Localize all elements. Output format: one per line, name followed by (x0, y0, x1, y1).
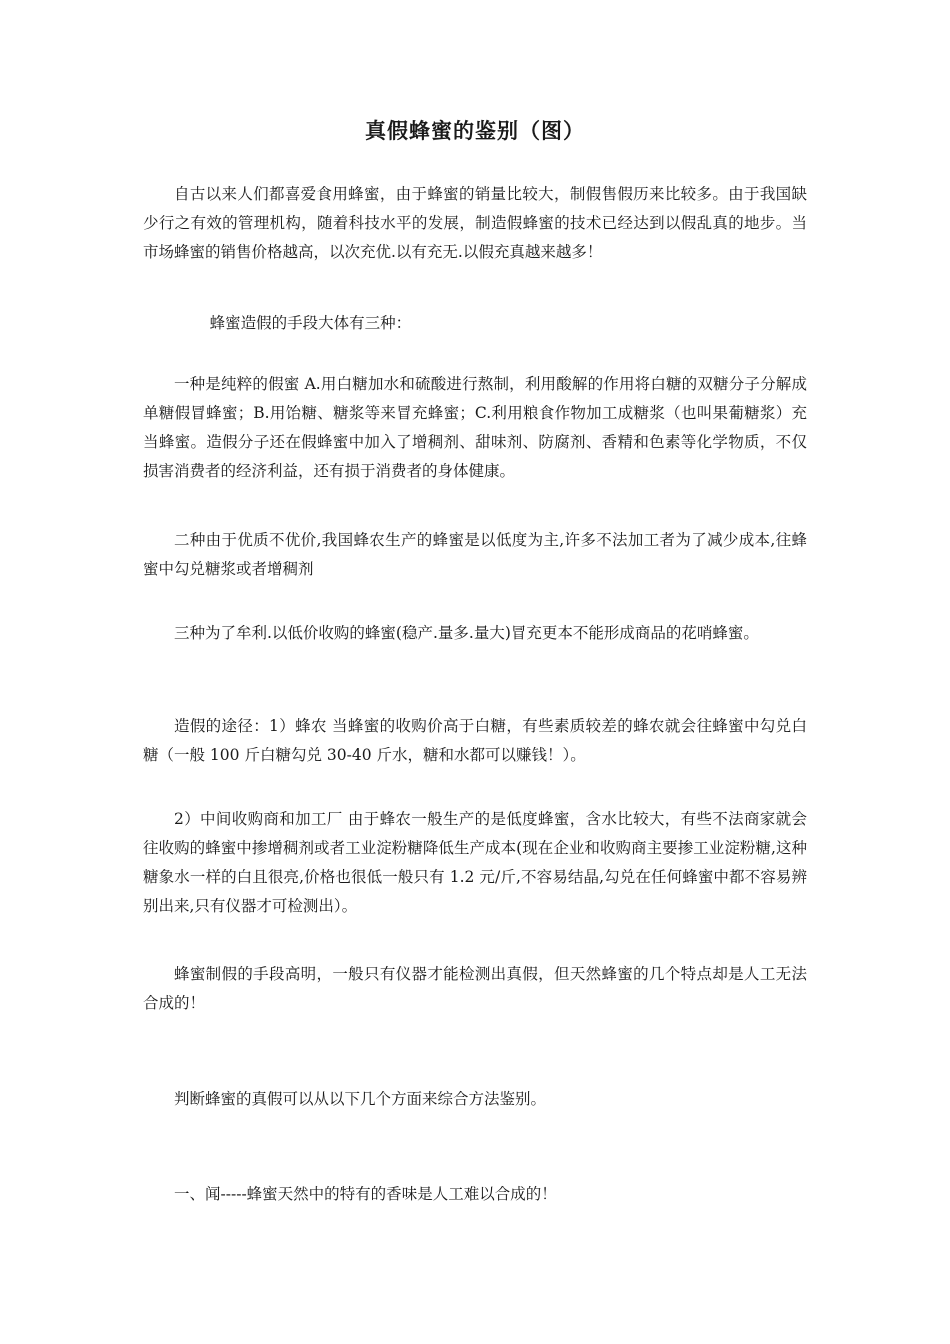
paragraph-route-two: 2）中间收购商和加工厂 由于蜂农一般生产的是低度蜂蜜，含水比较大，有些不法商家就会往收购的蜂蜜中掺增稠剂或者工业淀粉糖降低生产成本(现在企业和收购商主要掺工业淀粉糖,这种糖象水一样的白且很亮,价格也很低一般只有 1.2 元/斤,不容易结晶,勾兑在任何蜂蜜中都不容易辨别出来,只有仪器才可检测出）。 (143, 810, 807, 915)
document-title: 真假蜂蜜的鉴别（图） (365, 119, 585, 143)
paragraph-method-two: 二种由于优质不优价,我国蜂农生产的蜂蜜是以低度为主,许多不法加工者为了减少成本,往蜂蜜中勾兑糖浆或者增稠剂 (143, 531, 807, 578)
paragraph-intro: 自古以来人们都喜爱食用蜂蜜，由于蜂蜜的销量比较大，制假售假历来比较多。由于我国缺少行之有效的管理机构，随着科技水平的发展，制造假蜂蜜的技术已经达到以假乱真的地步。当市场蜂蜜的销售价格越高，以次充优.以有充无.以假充真越来越多！ (143, 185, 807, 261)
paragraph-methods-heading: 蜂蜜造假的手段大体有三种： (209, 314, 412, 332)
paragraph-method-three: 三种为了牟利.以低价收购的蜂蜜(稳产.量多.量大)冒充更本不能形成商品的花哨蜂蜜。 (174, 624, 759, 642)
paragraph-identification-intro: 判断蜂蜜的真假可以从以下几个方面来综合方法鉴别。 (174, 1090, 547, 1108)
paragraph-smell-section: 一、闻-----蜂蜜天然中的特有的香味是人工难以合成的！ (174, 1185, 557, 1203)
paragraph-conclusion: 蜂蜜制假的手段高明，一般只有仪器才能检测出真假，但天然蜂蜜的几个特点却是人工无法合成的！ (143, 965, 807, 1012)
paragraph-method-one: 一种是纯粹的假蜜 A.用白糖加水和硫酸进行熬制，利用酸解的作用将白糖的双糖分子分解成单糖假冒蜂蜜；B.用饴糖、糖浆等来冒充蜂蜜；C.利用粮食作物加工成糖浆（也叫果葡糖浆）充当蜂蜜。造假分子还在假蜂蜜中加入了增稠剂、甜味剂、防腐剂、香精和色素等化学物质，不仅损害消费者的经济利益，还有损于消费者的身体健康。 (143, 375, 807, 480)
paragraph-route-one: 造假的途径：1）蜂农 当蜂蜜的收购价高于白糖，有些素质较差的蜂农就会往蜂蜜中勾兑白糖（一般 100 斤白糖勾兑 30-40 斤水，糖和水都可以赚钱！）。 (143, 717, 807, 764)
